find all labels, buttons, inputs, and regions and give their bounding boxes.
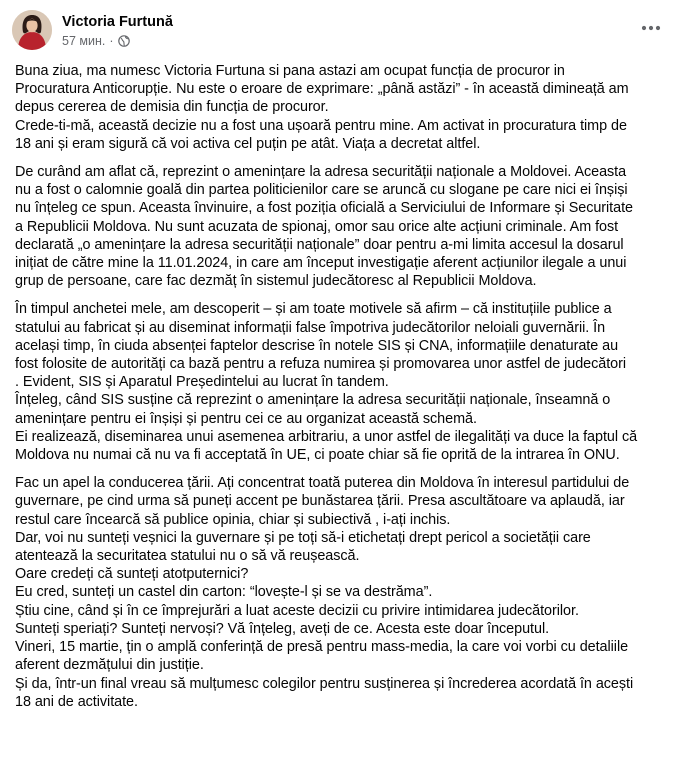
post-text-line: nu înțeleg ce spun. Aceasta învinuire, a fost poziția oficială a Serviciului de Informare și Securitate (15, 200, 633, 217)
post-paragraph (15, 474, 665, 711)
post-text-line: 18 ani de activitate. (15, 693, 138, 710)
post-text-line: Vineri, 15 martie, țin o amplă conferință de presă pentru mass-media, la care voi vorbi cu detaliile (15, 639, 629, 656)
post-paragraph (15, 300, 665, 464)
post-text-line: În timpul anchetei mele, am descoperit – și am toate motivele să afirm – că instituțiile publice a (15, 301, 612, 318)
post-timestamp[interactable]: 57 мин. (62, 34, 106, 48)
post-subline (62, 33, 173, 49)
post-text-line: fost folosite de autorități ca bază pentru a refuza numirea și promovarea unor astfel de judecători (15, 356, 626, 373)
post-text-line: Și da, într-un final vreau să mulțumesc colegilor pentru susținerea și încrederea acordată în acești (15, 675, 634, 692)
post-text-line: Înțeleg, când SIS susține că reprezint o amenințare la adresa securității naționale, înseamnă o (15, 392, 611, 409)
post-text-line: De curând am aflat că, reprezint o amenințare la adresa securității naționale a Moldovei. Aceasta (15, 164, 627, 181)
separator-dot: · (109, 34, 114, 48)
post-text-line: Dar, voi nu sunteți veșnici la guvernare și pe toți să-i etichetați drept pericol a societății care (15, 529, 591, 546)
post-text-line: statului au fabricat și au diseminat informații false împotriva judecătorilor neloiali guvernării. În (15, 319, 606, 336)
post-text-line: Crede-ti-mă, această decizie nu a fost una ușoară pentru mine. Am activat in procuratura timp de (15, 117, 627, 134)
post-text-line: Fac un apel la conducerea țării. Ați concentrat toată puterea din Moldova în interesul partidului de (15, 475, 630, 492)
post-header (12, 10, 173, 50)
post-text-line: a Republicii Moldova. Nu sunt acuzata de spionaj, omor sau orice alte acțiuni criminale. Am fost (15, 218, 619, 235)
more-options-icon[interactable] (635, 12, 667, 44)
post-paragraph (15, 163, 665, 290)
post-text-line: grup de persoane, care fac dezmăț în sistemul judecătoresc al Republicii Moldova. (15, 273, 537, 290)
post-text-line: guvernare, pe cind urma să puneți accent pe bunăstarea țării. Presa ascultătoare va aplaudă, iar (15, 493, 625, 510)
post-text-line: Oare credeți că sunteți atotputernici? (15, 566, 249, 583)
post-text-line: aferent dezmățului din justiție. (15, 657, 204, 674)
post-text-line: atentează la securitatea statului nu o să vă reușească. (15, 548, 360, 565)
post-text-line: Sunteți speriați? Sunteți nervoși? Vă înțeleg, aveți de ce. Acesta este doar începutul. (15, 620, 550, 637)
globe-icon (118, 35, 130, 47)
post-text-line: același timp, în ciuda absenței faptelor descrise în notele SIS și CNA, informațiile denaturate au (15, 337, 619, 354)
avatar[interactable] (12, 10, 52, 50)
post-text-line: Buna ziua, ma numesc Victoria Furtuna si pana astazi am ocupat funcția de procuror in (15, 63, 565, 79)
post-paragraph (15, 62, 665, 153)
post-text-line: Eu cred, sunteți un castel din carton: “lovește-l și se va destrăma”. (15, 584, 433, 601)
post-text-line: Știu cine, când și în ce împrejurări a luat aceste decizii cu privire intimidarea judecătorilor. (15, 602, 579, 619)
post-text-line: Procuratura Anticorupție. Nu este o eroare de exprimare: „până astăzi” - în această dimineață am (15, 81, 629, 98)
post-text-line: depus cererea de demisia din funcția de procuror. (15, 99, 329, 116)
post-text-line: restul care încearcă să publice opinia, chiar și subiectivă , i-ați inchis. (15, 511, 451, 528)
post-text-line: . Evident, SIS și Aparatul Președintelui au lucrat în tandem. (15, 374, 389, 391)
author-name[interactable]: Victoria Furtună (62, 14, 173, 30)
post-text-line: inițiat de către mine la 11.01.2024, in care am început investigație aferent acțiunilor ilegale a unui (15, 255, 627, 272)
post-text-line: nu a fost o calomnie goală din partea politicienilor care se aruncă cu slogane pe care nici ei înșiși (15, 182, 628, 199)
post-text-line: declarată „o amenințare la adresa securității naționale” doar pentru a-mi limita accesul la dosarul (15, 236, 624, 253)
avatar-image (12, 10, 52, 50)
post-meta (62, 13, 173, 49)
post-text-line: 18 ani și eram sigură că voi activa cel puțin pe atât. Viața a decretat altfel. (15, 135, 481, 152)
post-text-line: Ei realizează, diseminarea unui asemenea arbitrariu, a unor astfel de ilegalități va duce la faptul că (15, 428, 638, 445)
post-text-line: Moldova nu numai că nu va fi acceptată în UE, ci poate chiar să fie oprită de la intrarea în ONU. (15, 447, 620, 464)
post-text-line: amenințare pentru ei înșiși și pentru cei ce au organizat această schemă. (15, 410, 477, 427)
post-text (15, 62, 665, 721)
